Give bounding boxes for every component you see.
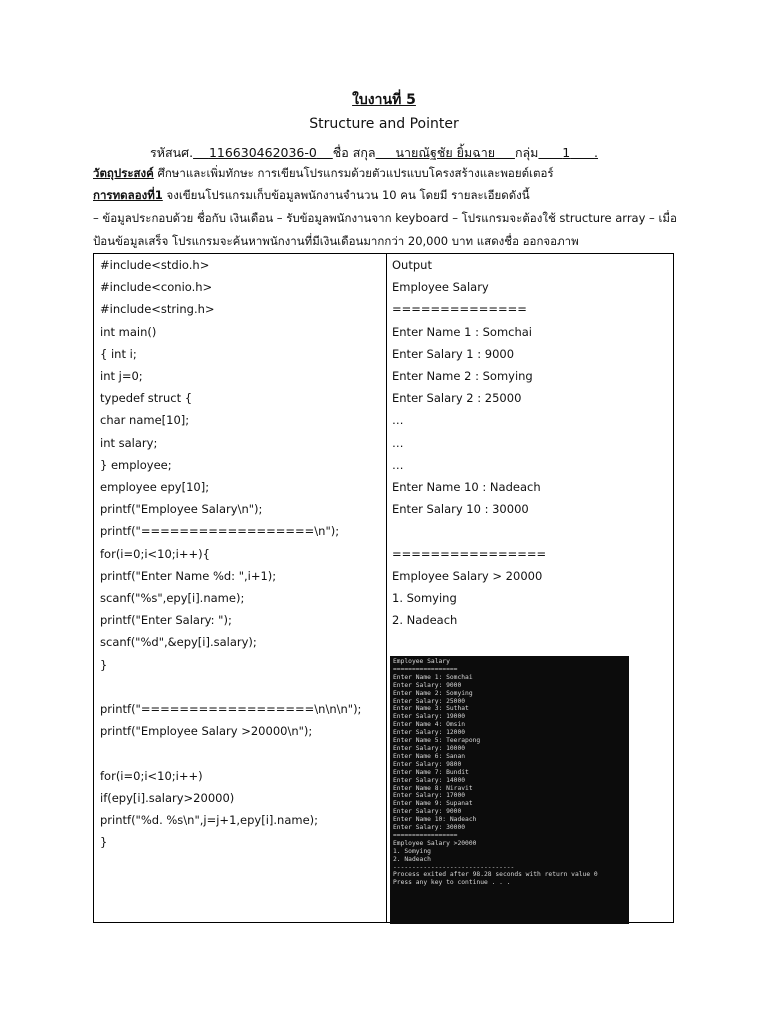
code-line: printf("==================\n");	[100, 524, 340, 539]
code-line: #include<conio.h>	[100, 280, 213, 295]
console-line: Enter Salary: 10000	[393, 744, 466, 752]
objective-text: ศึกษาและเพิ่มทักษะ การเขียนโปรแกรมด้วยตัวแปรแบบโครงสร้างและพอยต์เตอร์	[153, 166, 554, 180]
code-line: if(epy[i].salary>20000)	[100, 790, 235, 805]
console-line: --------------------------------	[393, 863, 515, 871]
objective-label: วัตถุประสงค์	[93, 166, 154, 180]
console-line: Enter Name 10: Nadeach	[393, 816, 477, 824]
code-line: employee epy[10];	[100, 480, 210, 494]
code-line: typedef struct {	[100, 391, 193, 406]
table-divider	[386, 254, 387, 922]
group-label: กลุ่ม	[514, 145, 539, 160]
code-line: { int i;	[100, 346, 137, 361]
console-line: 1. Somying	[393, 847, 431, 855]
output-line: ==============	[392, 302, 527, 317]
output-line: ================	[392, 546, 547, 561]
experiment-line	[93, 187, 530, 205]
console-line: Employee Salary	[393, 658, 450, 665]
code-line: } employee;	[100, 457, 172, 472]
console-line: Employee Salary >20000	[393, 839, 477, 847]
code-line: printf("Employee Salary >20000\n");	[100, 724, 313, 739]
output-line: Enter Salary 1 : 9000	[392, 346, 515, 361]
objective-line	[93, 165, 554, 183]
console-line: Enter Salary: 9000	[393, 808, 462, 816]
output-line: Enter Name 1 : Somchai	[392, 324, 532, 339]
code-line: for(i=0;i<10;i++){	[100, 546, 210, 561]
code-line: printf("Enter Name %d: ",i+1);	[100, 568, 277, 583]
console-line: Enter Name 8: Niravit	[393, 784, 473, 792]
output-line: …	[392, 435, 404, 450]
code-line: for(i=0;i<10;i++)	[100, 768, 203, 783]
output-line: Enter Salary 2 : 25000	[392, 391, 522, 406]
code-line: #include<string.h>	[100, 302, 215, 317]
console-line: Enter Name 4: Omsin	[393, 721, 466, 729]
experiment-label: การทดลองที่1	[93, 188, 163, 202]
code-line: printf("%d. %s\n",j=j+1,epy[i].name);	[100, 813, 319, 827]
code-line: int salary;	[100, 435, 158, 450]
code-line: #include<stdio.h>	[100, 258, 210, 272]
code-line: char name[10];	[100, 413, 190, 428]
console-line: Enter Name 2: Somying	[393, 689, 473, 697]
console-line: =================	[393, 665, 458, 673]
student-name-value: นายณัฐชัย ยิ้มฉาย	[395, 145, 496, 160]
student-info-line	[150, 143, 598, 163]
output-line: 1. Somying	[392, 591, 457, 605]
code-line: }	[100, 657, 108, 672]
output-line: Employee Salary > 20000	[392, 568, 543, 583]
console-line: Enter Salary: 17000	[393, 792, 466, 800]
console-line: Enter Salary: 9000	[393, 681, 462, 689]
code-line: }	[100, 835, 108, 850]
console-line: Enter Salary: 30000	[393, 824, 466, 832]
code-line: scanf("%s",epy[i].name);	[100, 591, 245, 605]
console-line: Enter Name 6: Sanan	[393, 752, 466, 760]
console-line: Process exited after 98.28 seconds with return value 0	[393, 871, 598, 879]
output-line: Output	[392, 258, 432, 272]
console-line: Enter Salary: 14000	[393, 776, 466, 784]
output-line: …	[392, 413, 404, 428]
console-screenshot	[390, 656, 629, 924]
console-line: Enter Name 9: Supanat	[393, 800, 473, 808]
console-line: Enter Salary: 9800	[393, 760, 462, 768]
code-line: printf("Enter Salary: ");	[100, 613, 232, 628]
code-line: int j=0;	[100, 369, 143, 383]
console-line: =================	[393, 831, 458, 839]
student-id-value: 116630462036-0	[208, 145, 317, 160]
group-value: 1 .	[562, 145, 599, 160]
student-name-label: ชื่อ สกุล	[332, 145, 376, 160]
subject-title: Structure and Pointer	[309, 116, 459, 132]
output-line: Enter Salary 10 : 30000	[392, 502, 529, 517]
console-line: Enter Name 5: Teerapong	[393, 737, 481, 745]
output-line: …	[392, 457, 404, 472]
experiment-detail-2: ป้อนข้อมูลเสร็จ โปรแกรมจะค้นหาพนักงานที่มีเงินเดือนมากกว่า 20,000 บาท แสดงชื่อ ออกจอภาพ	[93, 234, 579, 248]
code-line: printf("Employee Salary\n");	[100, 502, 263, 517]
worksheet-title: ใบงานที่ 5	[352, 92, 416, 108]
console-line: Press any key to continue . . .	[393, 879, 511, 887]
console-line: Enter Salary: 25000	[393, 697, 466, 705]
code-line: int main()	[100, 324, 157, 339]
console-line: Enter Name 7: Bundit	[393, 768, 469, 776]
experiment-detail-1: – ข้อมูลประกอบด้วย ชื่อกับ เงินเดือน – รับข้อมูลพนักงานจาก keyboard – โปรแกรมจะต้องใช้ structure array – เมื่อ	[93, 211, 677, 225]
output-line: Employee Salary	[392, 280, 489, 295]
code-line: printf("==================\n\n\n");	[100, 702, 362, 716]
code-output-table	[93, 253, 674, 923]
code-line: scanf("%d",&epy[i].salary);	[100, 635, 257, 650]
console-line: Enter Salary: 19000	[393, 713, 466, 721]
experiment-text: จงเขียนโปรแกรมเก็บข้อมูลพนักงานจำนวน 10 คน โดยมี รายละเอียดดังนี้	[162, 188, 530, 202]
output-line: Enter Name 2 : Somying	[392, 369, 533, 383]
output-line: Enter Name 10 : Nadeach	[392, 480, 541, 494]
console-line: Enter Salary: 12000	[393, 729, 466, 737]
output-line: 2. Nadeach	[392, 613, 458, 628]
console-line: Enter Name 1: Somchai	[393, 673, 473, 681]
console-line: 2. Nadeach	[393, 855, 431, 863]
student-id-label: รหัสนศ.	[150, 145, 194, 160]
console-line: Enter Name 3: Suthat	[393, 705, 469, 713]
